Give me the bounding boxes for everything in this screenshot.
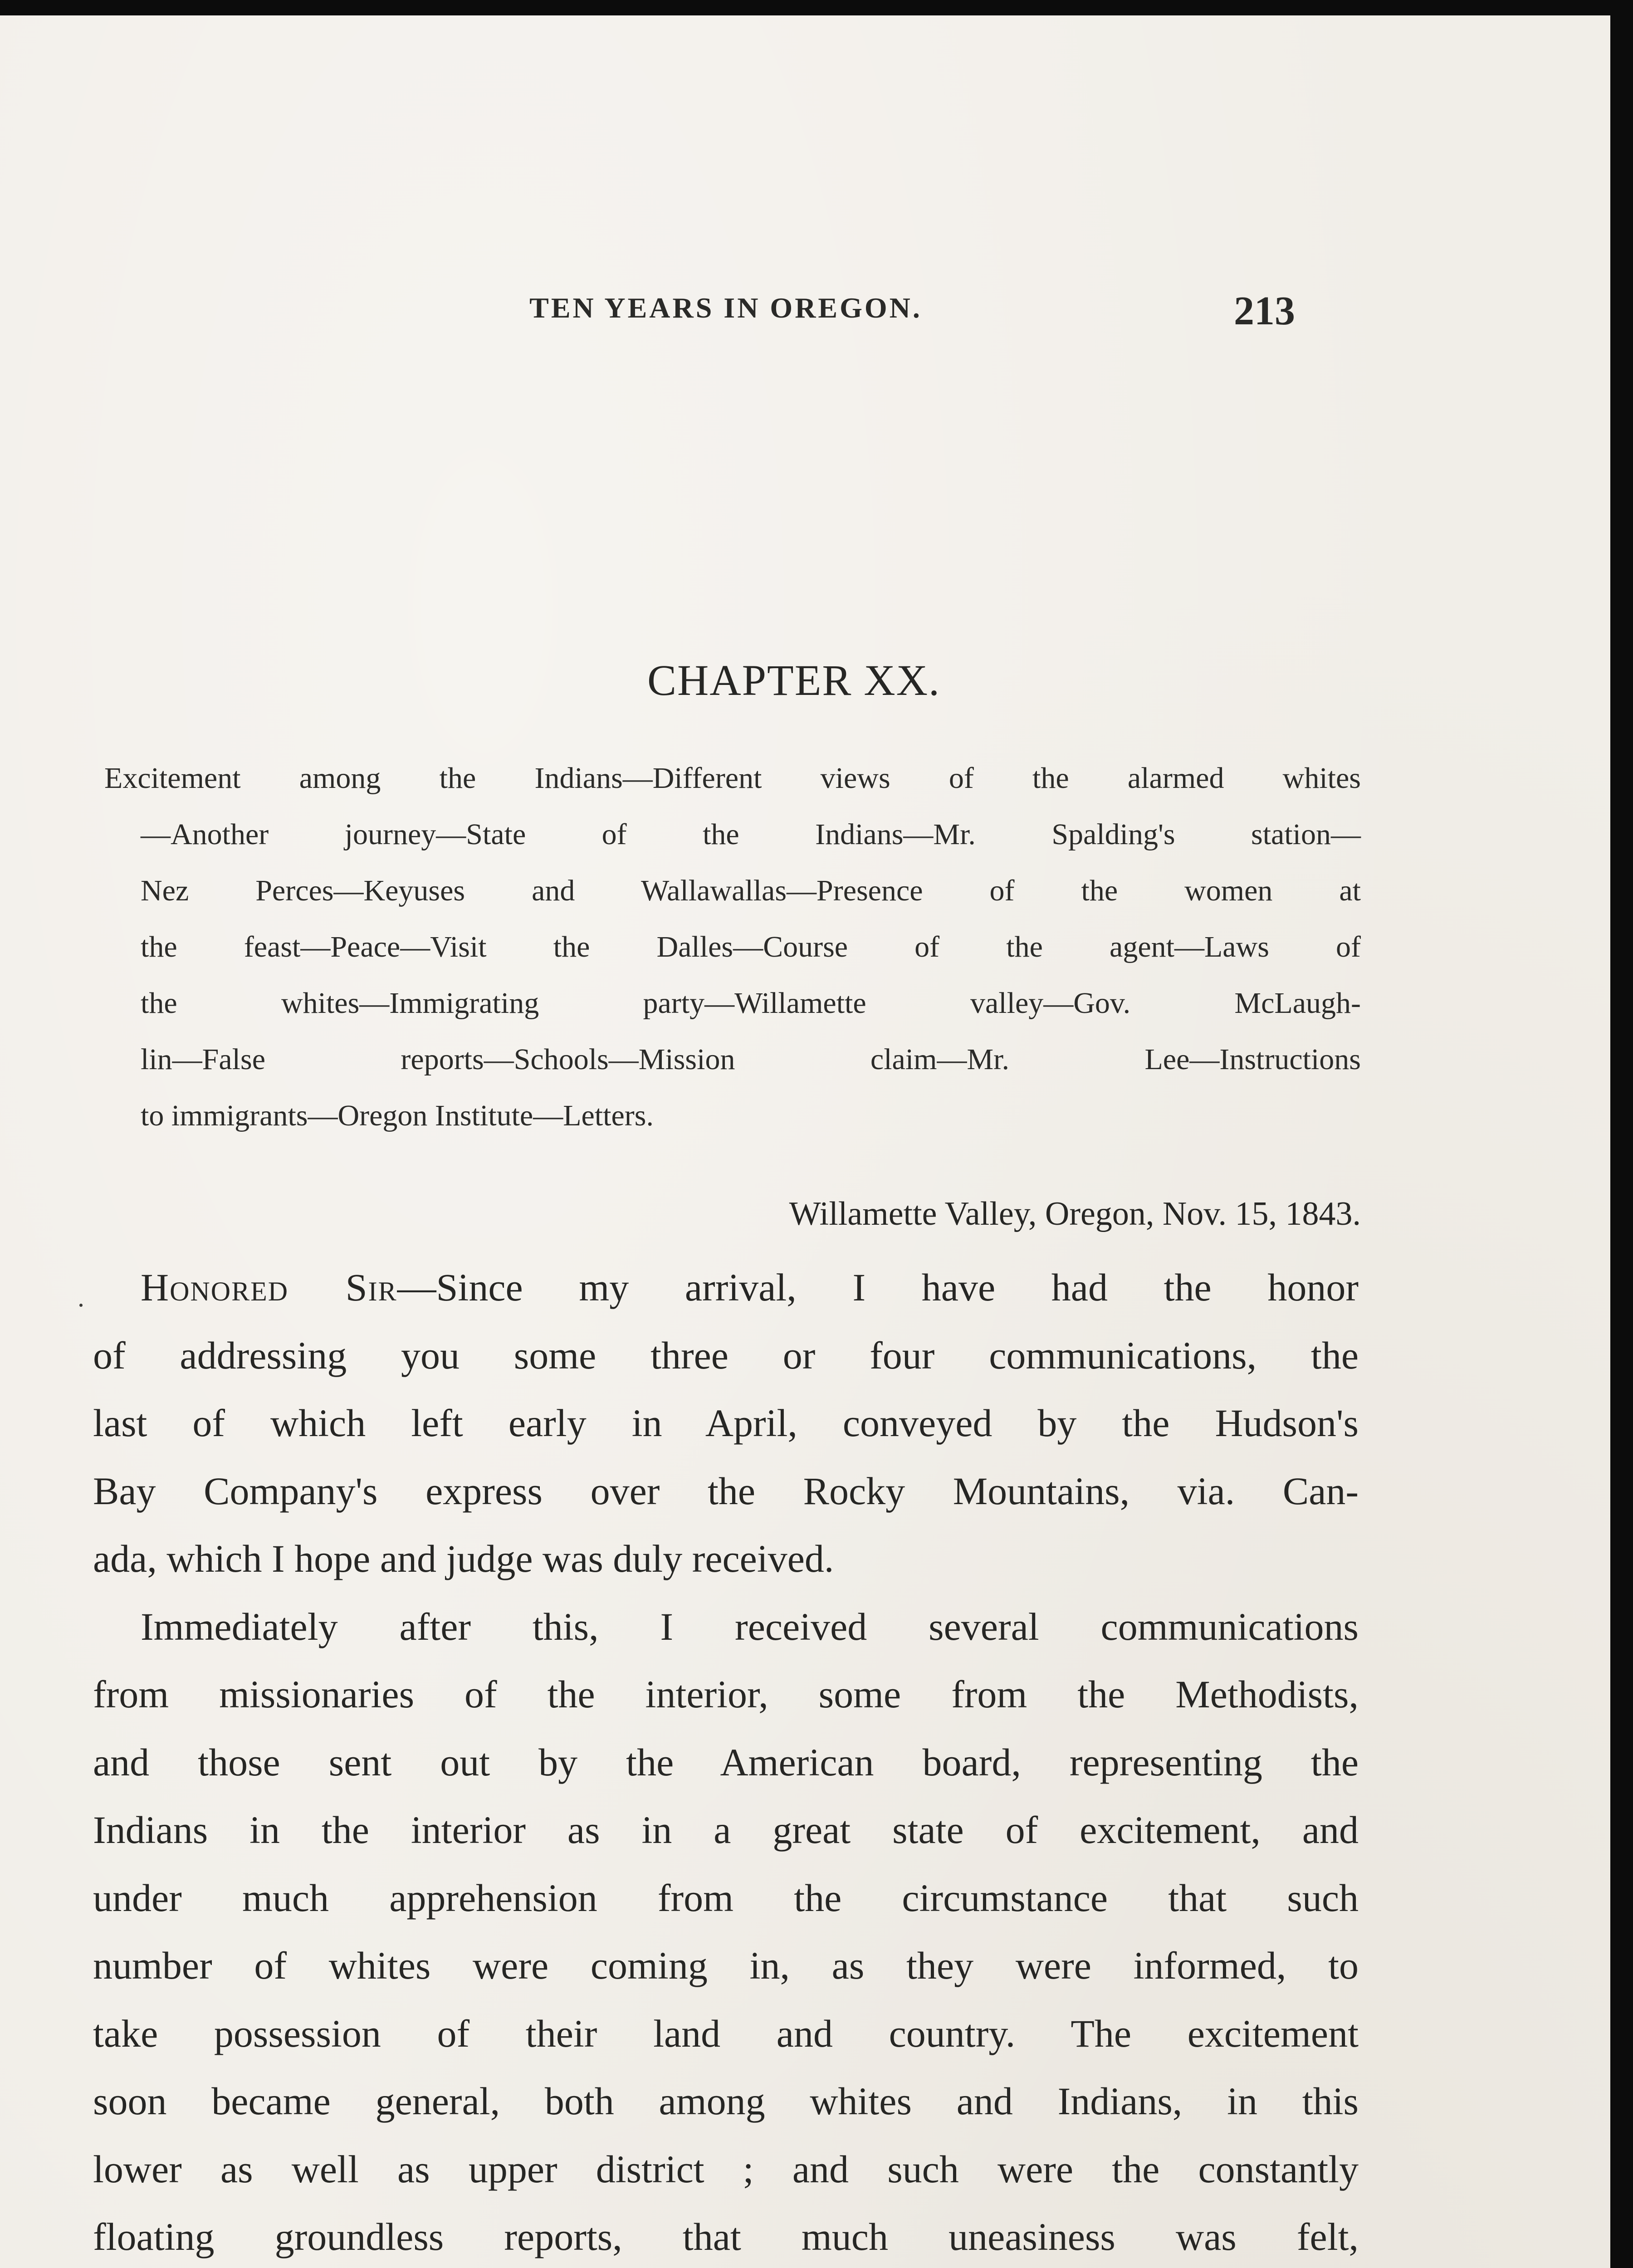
body-line: number of whites were coming in, as they were informed, to [93,1944,1359,1987]
summary-line: Excitement among the Indians—Different views of the alarmed whites [104,762,1361,795]
body-line: of addressing you some three or four communications, the [93,1333,1359,1377]
summary-line: to immigrants—Oregon Institute—Letters. [141,1099,654,1132]
chapter-title: CHAPTER XX. [647,656,941,704]
body-line: and those sent out by the American board, representing the [93,1740,1359,1784]
body-line: soon became general, both among whites and Indians, in this [93,2079,1359,2123]
body-line: take possession of their land and country. The excitement [93,2011,1359,2055]
paper-speck [79,1304,83,1307]
body-line: from missionaries of the interior, some from the Methodists, [93,1672,1359,1716]
summary-line: the feast—Peace—Visit the Dalles—Course of the agent—Laws of [141,930,1361,963]
body-line: lower as well as upper district ; and such were the constantly [93,2147,1359,2191]
body-line: Immediately after this, I received several communications [141,1604,1359,1648]
book-page [0,15,1610,2268]
body-line: floating groundless reports, that much uneasiness was felt, [93,2215,1359,2258]
letter-dateline: Willamette Valley, Oregon, Nov. 15, 1843. [789,1195,1361,1232]
running-title: TEN YEARS IN OREGON. [529,292,922,324]
summary-line: Nez Perces—Keyuses and Wallawallas—Presence of the women at [141,874,1361,907]
body-line: Indians in the interior as in a great state of excitement, and [93,1808,1359,1852]
body-line: ada, which I hope and judge was duly received. [93,1537,834,1580]
summary-line: lin—False reports—Schools—Mission claim—Mr. Lee—Instructions [141,1043,1361,1076]
body-line-first [93,1254,1359,1322]
letter-body [93,1254,1359,2268]
summary-line: the whites—Immigrating party—Willamette valley—Gov. McLaugh- [141,987,1361,1020]
body-line: Bay Company's express over the Rocky Mountains, via. Can- [93,1469,1359,1513]
body-line: under much apprehension from the circumstance that such [93,1876,1359,1920]
summary-line: —Another journey—State of the Indians—Mr. Spalding's station— [141,818,1361,851]
salutation: Honored Sir [141,1266,397,1309]
chapter-summary [104,750,1361,1144]
first-line-text: —Since my arrival, I have had the honor [397,1266,1359,1309]
page-number: 213 [1234,288,1295,333]
body-line: last of which left early in April, conveyed by the Hudson's [93,1401,1359,1445]
